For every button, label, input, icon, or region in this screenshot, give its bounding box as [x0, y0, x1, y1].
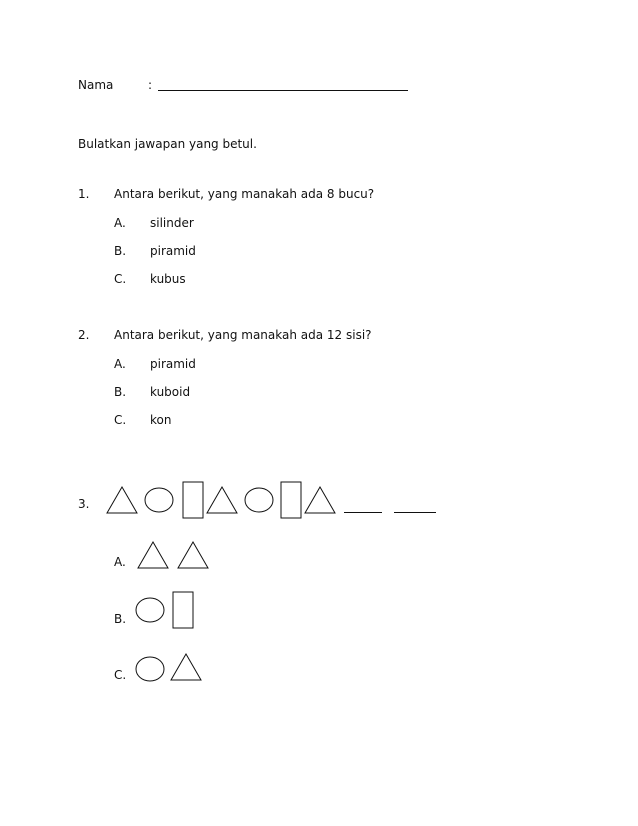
- question-number: 1.: [78, 187, 90, 201]
- option-letter[interactable]: A.: [114, 555, 126, 569]
- option-text[interactable]: silinder: [150, 216, 194, 230]
- option-text[interactable]: piramid: [150, 244, 196, 258]
- option-text[interactable]: piramid: [150, 357, 196, 371]
- question-number: 2.: [78, 328, 90, 342]
- triangle-icon: [206, 486, 238, 514]
- option-letter[interactable]: A.: [114, 357, 126, 371]
- triangle-icon[interactable]: [137, 541, 169, 569]
- circle-icon[interactable]: [135, 597, 165, 623]
- rectangle-icon[interactable]: [172, 591, 194, 629]
- triangle-icon: [304, 486, 336, 514]
- answer-blank-1[interactable]: [344, 512, 382, 513]
- circle-icon: [144, 487, 174, 513]
- question-text: Antara berikut, yang manakah ada 8 bucu?: [114, 187, 375, 201]
- circle-icon: [244, 487, 274, 513]
- option-letter[interactable]: C.: [114, 668, 127, 682]
- answer-blank-2[interactable]: [394, 512, 436, 513]
- option-text[interactable]: kon: [150, 413, 172, 427]
- option-letter[interactable]: B.: [114, 612, 127, 626]
- question-number: 3.: [78, 497, 90, 511]
- name-blank-line[interactable]: [158, 90, 408, 91]
- option-letter[interactable]: C.: [114, 272, 127, 286]
- triangle-icon: [106, 486, 138, 514]
- triangle-icon[interactable]: [170, 653, 202, 681]
- rectangle-icon: [182, 481, 204, 519]
- name-colon: :: [148, 78, 153, 92]
- instruction-text: Bulatkan jawapan yang betul.: [78, 137, 257, 151]
- triangle-icon[interactable]: [177, 541, 209, 569]
- question-text: Antara berikut, yang manakah ada 12 sisi?: [114, 328, 372, 342]
- name-label: Nama: [78, 78, 114, 92]
- rectangle-icon: [280, 481, 302, 519]
- option-letter[interactable]: B.: [114, 244, 127, 258]
- option-letter[interactable]: C.: [114, 413, 127, 427]
- circle-icon[interactable]: [135, 656, 165, 682]
- option-letter[interactable]: A.: [114, 216, 126, 230]
- option-letter[interactable]: B.: [114, 385, 127, 399]
- option-text[interactable]: kubus: [150, 272, 186, 286]
- option-text[interactable]: kuboid: [150, 385, 191, 399]
